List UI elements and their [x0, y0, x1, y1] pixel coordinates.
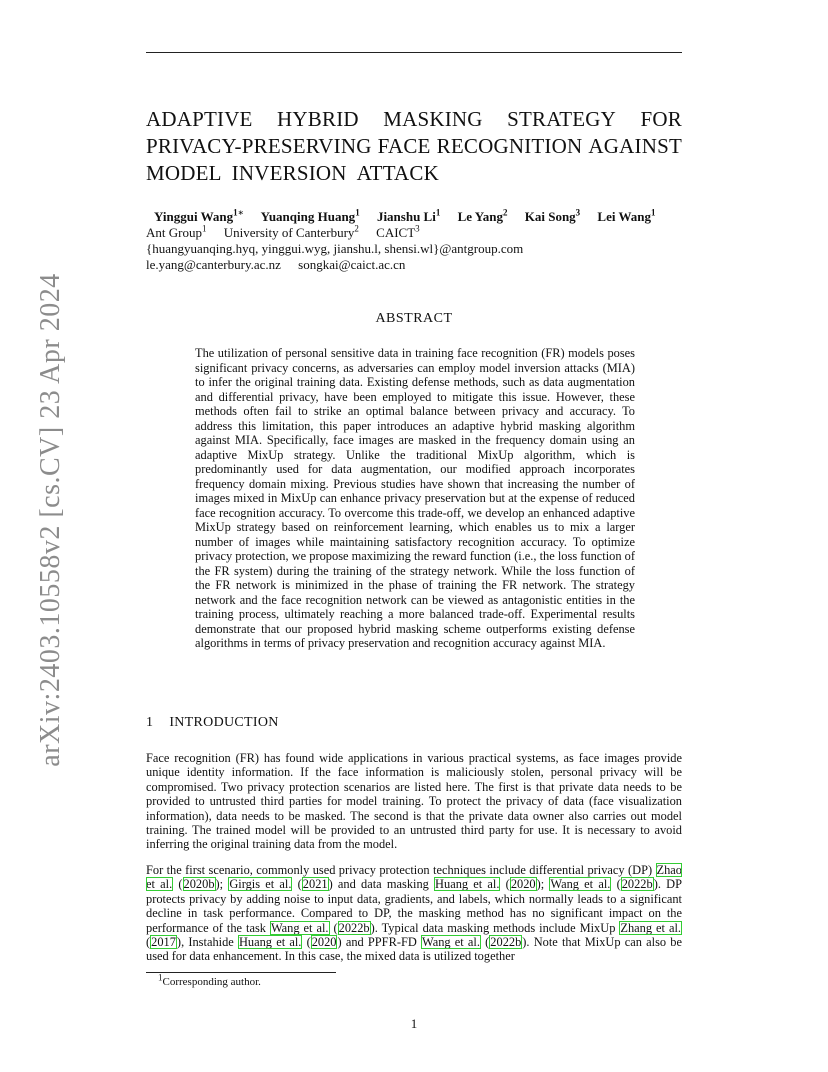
intro-paragraph-2: For the first scenario, commonly used privacy protection techniques include differential privacy (DP) Zhao et al. (2020b); Girgis et al. (2021) and data masking Huang et al. (2020); Wang et al. (2022b). DP protects privacy by adding noise to input data, gradients, and labels, which normally leads to a significant decline in task performance. Compared to DP, the masking method has no significant impact on the performance of the task Wang et al. (2022b). Typical data masking methods include MixUp Zhang et al. (2017), Instahide Huang et al. (2020) and PPFR-FD Wang et al. (2022b). Note that MixUp can also be used for data enhancement. In this case, the mixed data is utilized together	[146, 863, 682, 964]
author: Le Yang$^2$	[457, 207, 508, 224]
affiliation: University of Canterbury$^2$	[223, 223, 359, 240]
author-list	[154, 209, 670, 225]
intro-paragraph-1: Face recognition (FR) has found wide applications in various practical systems, as face images provide unique identity information. If the face information is maliciously stolen, personal privacy will be compromised. Two privacy protection scenarios are listed here. The first is that private data needs to be provided to untrusted third parties for model training. To protect the privacy of data (face visualization information), data needs to be masked. The second is that the private data owner also carries out model training. The trained model will be provided to an untrusted third party for use. It is necessary to avoid inferring the original training data from the model.	[146, 751, 682, 852]
title-word: AGAINST	[588, 134, 682, 158]
title-word: FACE	[377, 134, 431, 158]
arxiv-stamp[interactable]: arXiv:2403.10558v2 [cs.CV] 23 Apr 2024	[35, 273, 66, 767]
author: Yuanqing Huang$^1$	[260, 207, 360, 224]
title-word: RECOGNITION	[436, 134, 583, 158]
title-word: MASKING	[383, 107, 483, 131]
section-number: 1	[146, 715, 154, 730]
title-word: STRATEGY	[507, 107, 617, 131]
citation-link[interactable]: Wang et al.	[270, 920, 329, 935]
title-line-2	[146, 133, 682, 160]
title-word: INVERSION	[231, 161, 347, 185]
author: Kai Song$^3$	[524, 207, 581, 224]
author: Yinggui Wang$^{1∗}$	[154, 207, 244, 224]
author: Jianshu Li$^1$	[376, 207, 441, 224]
email-line-1: {huangyuanqing.hyq, yinggui.wyg, jianshu.l, shensi.wl}@antgroup.com	[146, 241, 524, 256]
citation-link[interactable]: 2022b	[490, 935, 522, 950]
title-word: ADAPTIVE	[146, 107, 253, 131]
citation-link[interactable]: Zhang et al.	[620, 920, 681, 935]
page-number: 1	[410, 1016, 418, 1031]
email: le.yang@canterbury.ac.nz	[146, 257, 281, 272]
abstract-heading: ABSTRACT	[375, 311, 453, 326]
citation-link[interactable]: 2021	[302, 877, 328, 892]
footnote: $^1$Corresponding author.	[158, 972, 261, 988]
title-line-3	[146, 160, 682, 187]
citation-link[interactable]: Wang et al.	[422, 935, 480, 950]
title-word: MODEL	[146, 161, 222, 185]
section-heading	[146, 715, 279, 731]
author: Lei Wang$^1$	[597, 207, 656, 224]
title-word: PRIVACY-PRESERVING	[146, 134, 372, 158]
title-word: ATTACK	[356, 161, 439, 185]
citation-link[interactable]: 2022b	[621, 877, 653, 892]
email-line-2	[146, 257, 419, 273]
section-title: INTRODUCTION	[169, 715, 279, 730]
top-rule	[146, 52, 682, 53]
paper-title	[146, 106, 682, 187]
title-line-1	[146, 106, 682, 133]
citation-link[interactable]: Huang et al.	[435, 877, 500, 892]
citation-link[interactable]: 2020b	[183, 877, 215, 892]
footnote-rule	[146, 972, 336, 973]
citation-link[interactable]: 2017	[151, 935, 176, 950]
abstract-text: The utilization of personal sensitive data in training face recognition (FR) models poses significant privacy concerns, as adversaries can employ model inversion attacks (MIA) to infer the original training data. Existing defense methods, such as data augmentation and differential privacy, have been employed to mitigate this issue. However, these methods often fail to strike an optimal balance between privacy and accuracy. To address this limitation, this paper introduces an adaptive hybrid masking algorithm against MIA. Specifically, face images are masked in the frequency domain using an adaptive MixUp strategy. Unlike the traditional MixUp algorithm, which is predominantly used for data augmentation, our modified approach incorporates frequency domain mixing. Previous studies have shown that increasing the number of images mixed in MixUp can enhance privacy preservation but at the expense of reduced face recognition accuracy. To overcome this trade-off, we develop an enhanced adaptive MixUp strategy based on reinforcement learning, which enables us to mix a larger number of images while maintaining satisfactory recognition accuracy. To optimize privacy protection, we propose maximizing the reward function (i.e., the loss function of the FR system) during the training of the strategy network. While the loss function of the FR network is minimized in the phase of training the FR network. The strategy network and the face recognition network can be viewed as antagonistic entities in the training process, ultimately reaching a more balanced trade-off. Experimental results demonstrate that our proposed hybrid masking scheme outperforms existing defense algorithms in terms of privacy preservation and recognition accuracy against MIA.	[195, 346, 635, 650]
citation-link[interactable]: Huang et al.	[238, 935, 302, 950]
citation-link[interactable]: 2020	[510, 877, 536, 892]
title-word: HYBRID	[277, 107, 359, 131]
citation-link[interactable]: 2020	[311, 935, 337, 950]
affiliation: CAICT$^3$	[376, 223, 420, 240]
citation-link[interactable]: Girgis et al.	[229, 877, 292, 892]
affiliation-list	[146, 225, 434, 241]
citation-link[interactable]: 2022b	[338, 920, 370, 935]
citation-link[interactable]: Zhao et al.	[146, 863, 682, 892]
title-word: FOR	[640, 107, 682, 131]
email: songkai@caict.ac.cn	[298, 257, 406, 272]
affiliation: Ant Group$^1$	[146, 223, 207, 240]
citation-link[interactable]: Wang et al.	[550, 877, 611, 892]
